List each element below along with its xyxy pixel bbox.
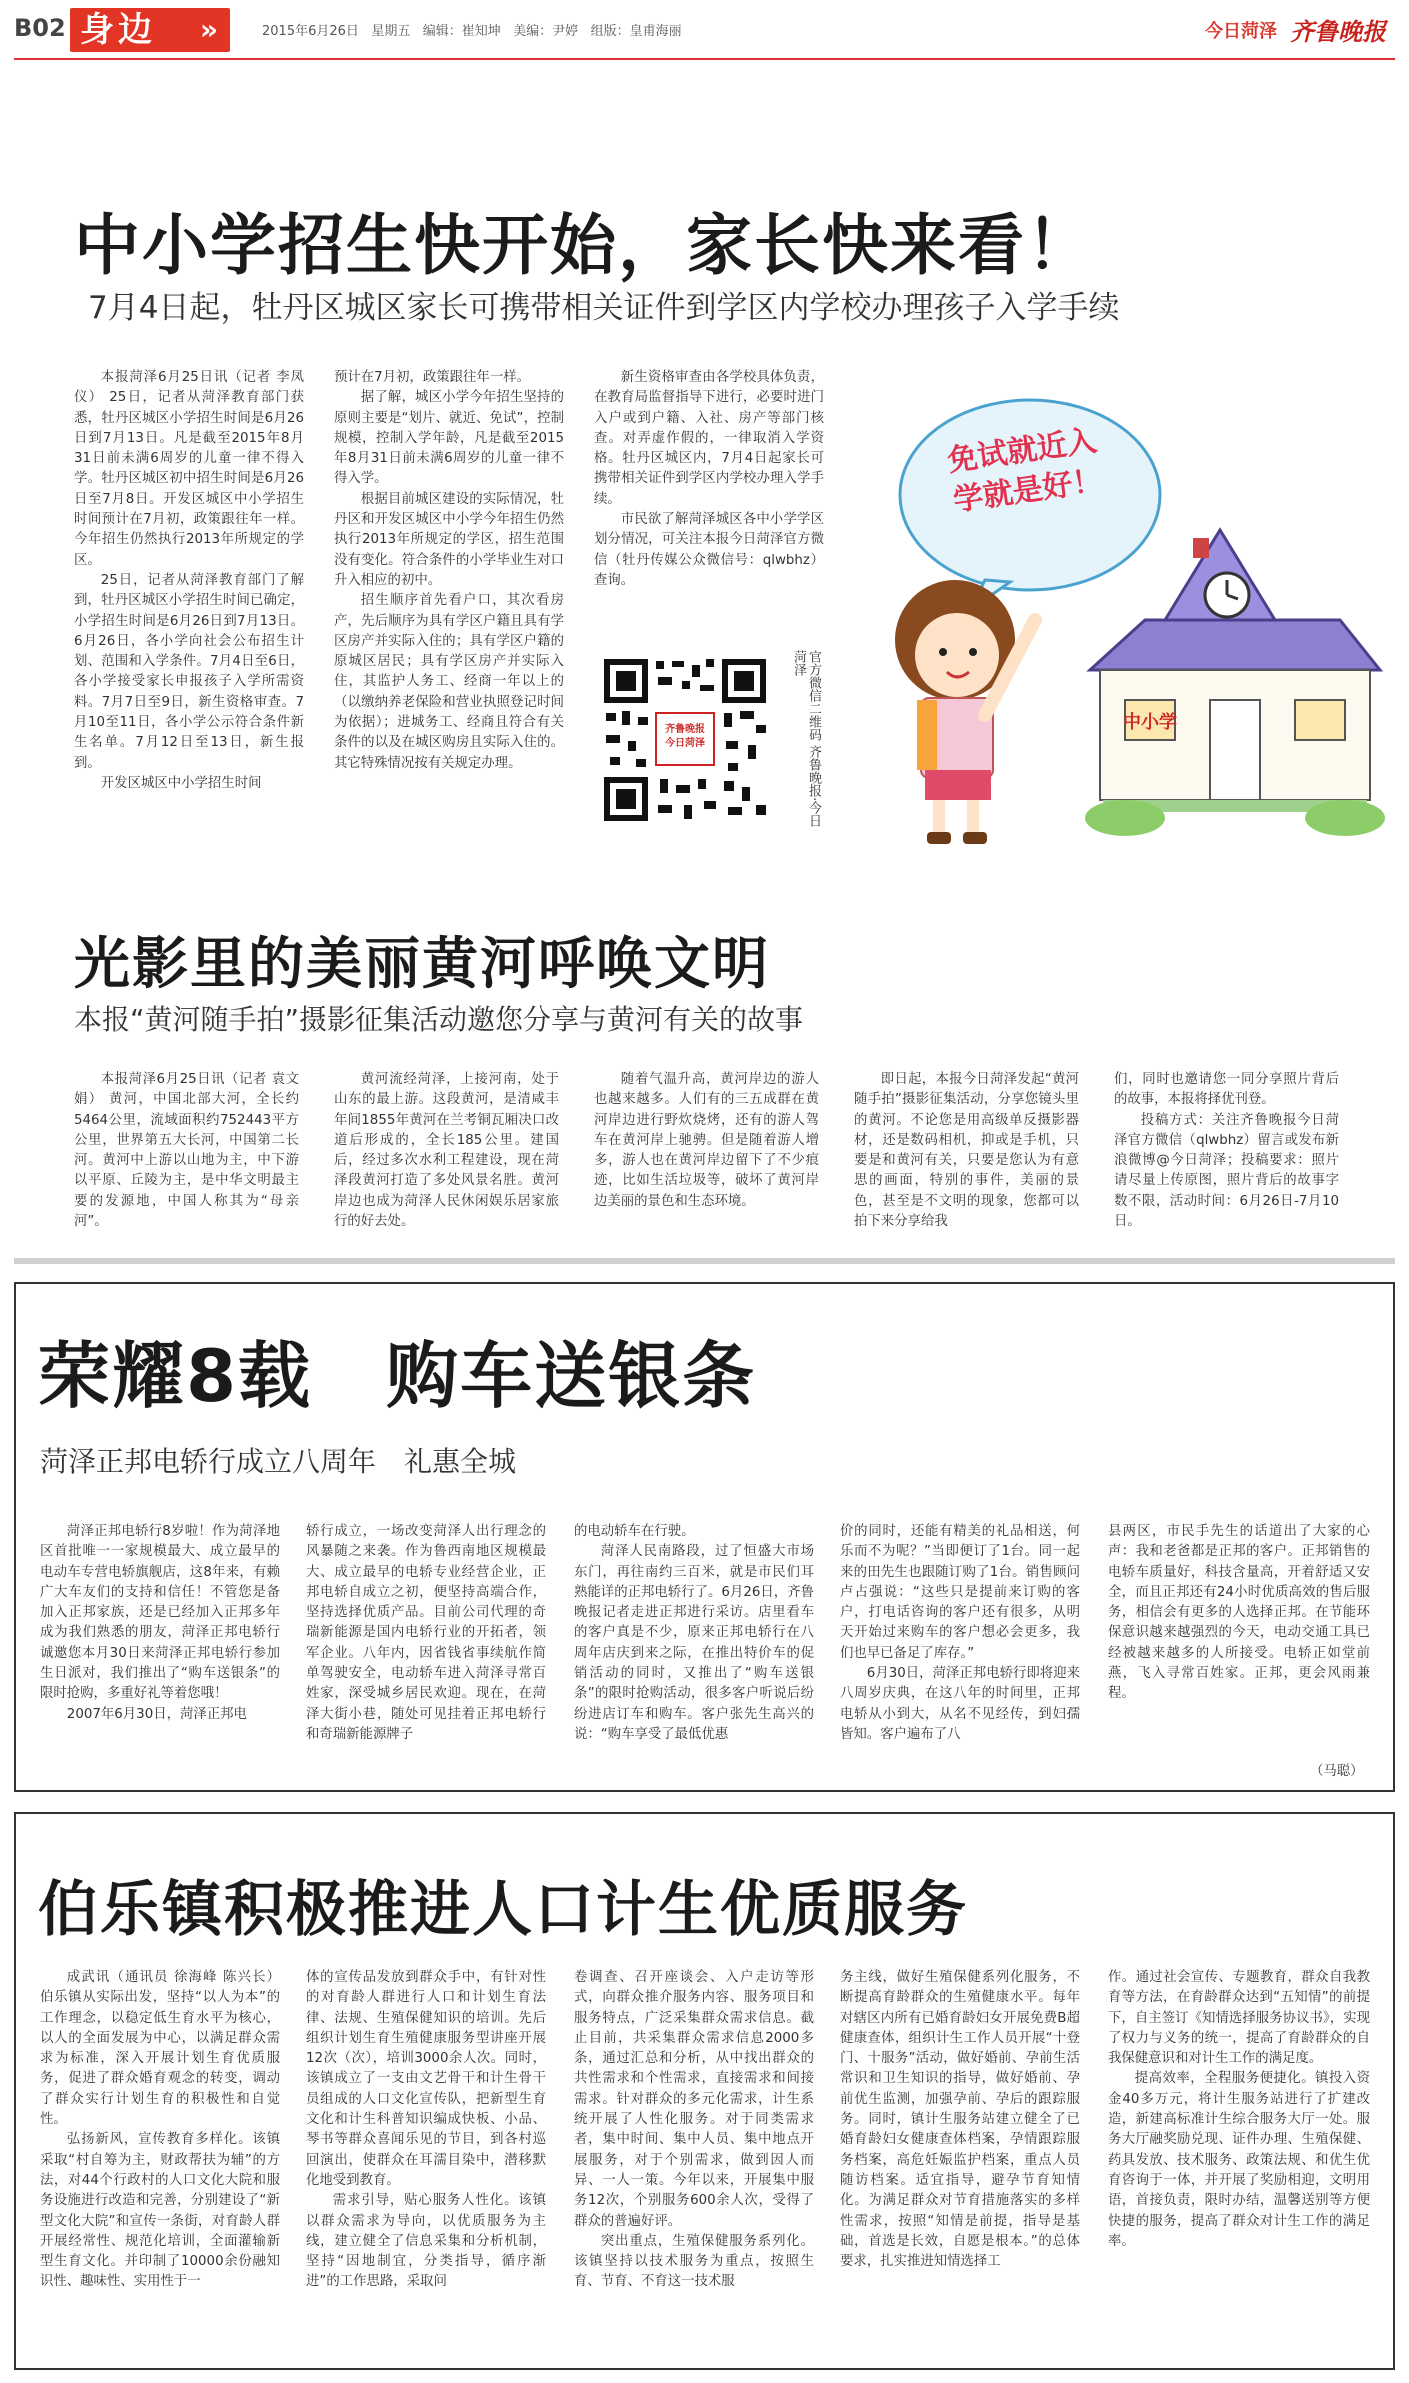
paragraph: 开发区城区中小学招生时间: [100, 775, 262, 791]
article2-col2: [334, 1070, 559, 1245]
paragraph: 投稿方式：关注齐鲁晚报今日菏泽官方微信（qlwbhz）留言或发布新浪微博@今日菏泽；投稿要求：照片请尽量上传原图，照片背后的故事字数不限，活动时间：6月26日-7月10日。: [1114, 1112, 1339, 1230]
byline: （马聪）: [1310, 1764, 1364, 1779]
article4-col1: [40, 1968, 280, 2363]
qr-center-logo: 齐鲁晚报 今日菏泽: [665, 724, 705, 749]
editor: 编辑：崔知坤: [422, 24, 501, 39]
artist: 美编：尹婷: [513, 24, 579, 39]
paragraph: 体的宣传品发放到群众手中，有针对性的对育龄人群进行人口和计划生育法律、法规、生殖保健知识的培训。先后组织计划生育生殖健康服务型讲座开展12次（次），培训3000余人次。同时，该镇成立了一支由文艺骨干和计生骨干员组成的人口文化宣传队，把新型生育文化和计生科普知识编成快板、小品、琴书等群众喜闻乐见的节目，到各村巡回演出，使群众在耳濡目染中，潜移默化地受到教育。: [306, 1970, 546, 2188]
header-info: [262, 20, 682, 39]
article2-subtitle: 本报“黄河随手拍”摄影征集活动邀您分享与黄河有关的故事: [74, 1003, 804, 1036]
article4-col3: [574, 1968, 814, 2363]
paragraph: 务主线，做好生殖保健系列化服务，不断提高育龄群众的生殖健康水平。每年对辖区内所有已婚育龄妇女开展免费B超健康查体，组织计生工作人员开展“十登门、十服务”活动，做好婚前、孕前生活常识和卫生知识的指导，做好婚前、孕前优生监测，加强孕前、孕后的跟踪服务。同时，镇计生服务站建立健全了已婚育龄妇女健康查体档案，孕情跟踪服务档案，高危妊娠监护档案，重点人员随访档案。适宜指导，避孕节育知情化。为满足群众对节育措施落实的多样性需求，按照“知情是前提，指导是基础，首选是长效，自愿是根本。”的总体要求，扎实推进知情选择工: [840, 1970, 1080, 2270]
paragraph: 招生顺序首先看户口，其次看房产，先后顺序为具有学区户籍且具有学区房产并实际入住的；具有学区户籍的原城区居民；具有学区房产并实际入住，其监护人务工、经商一年以上的（以缴纳养老保险和营业执照登记时间为依据）；进城务工、经商且符合有关条件的以及在城区购房且实际入住的。其它特殊情况按有关规定办理。: [334, 593, 564, 771]
brand-logo: 齐鲁晚报: [1290, 17, 1386, 46]
article4-col5: [1108, 1968, 1370, 2363]
section-arrows: »: [200, 13, 219, 46]
paragraph: 新生资格审查由各学校具体负责，在教育局监督指导下进行，必要时进门入户或到户籍、入社、房产等部门核查。对弄虚作假的，一律取消入学资格。牡丹区城区内，7月4日起家长可携带相关证件到学区内学校办理入学手续。: [594, 370, 824, 507]
qr-caption: 官方微信二维码 齐鲁晚报·今日菏泽: [791, 650, 821, 828]
paragraph: 本报菏泽6月25日讯（记者 李凤仪） 25日，记者从菏泽教育部门获悉，牡丹区城区小学招生时间是6月26日到7月13日。凡是截至2015年8月31日前未满6周岁的儿童一律不得入学。牡丹区城区初中招生时间是6月26日至7月8日。开发区城区中小学招生时间预计在7月初，政策跟往年一样。今年招生仍然执行2013年所规定的学区。: [74, 370, 304, 568]
article2-col3: [594, 1070, 819, 1245]
article3-col5: [1108, 1522, 1370, 1752]
paragraph: 们，同时也邀请您一同分享照片背后的故事，本报将择优刊登。: [1114, 1072, 1339, 1108]
paragraph: 提高效率，全程服务便捷化。镇投入资金40多万元，将计生服务站进行了扩建改造，新建高标准计生综合服务大厅一处。服务大厅融奖励兑现、证件办理、生殖保健、药具发放、技术服务、政策法规、和优生优育咨询于一体，并开展了奖励相迎，文明用语，首接负责，限时办结，温馨送别等方便快捷的服务，提高了群众对计生工作的满足率。: [1108, 2071, 1370, 2249]
paragraph: 弘扬新风，宣传教育多样化。该镇采取“村自筹为主，财政帮扶为辅”的方法，对44个行政村的人口文化大院和服务设施进行改造和完善，分别建设了“新型文化大院”和宣传一条街，对育龄人群开展经常性、规范化培训，全面灌输新型生育文化。并印制了10000余份融知识性、趣味性、实用性于一: [40, 2132, 280, 2290]
student-illustration: [835, 370, 1395, 850]
article3-col3: [574, 1522, 814, 1782]
article3-subtitle: 菏泽正邦电轿行成立八周年 礼惠全城: [40, 1445, 517, 1478]
article2-col4: [854, 1070, 1079, 1245]
paragraph: 本报菏泽6月25日讯（记者 袁文娟） 黄河，中国北部大河，全长约5464公里，流域面积约752443平方公里，世界第五大长河，中国第二长河。黄河中上游以山地为主，中下游以平原、丘陵为主，是中华文明最主要的发源地，中国人称其为“母亲河”。: [74, 1072, 299, 1230]
paragraph: 预计在7月初，政策跟往年一样。: [334, 370, 530, 385]
paragraph: 随着气温升高，黄河岸边的游人也越来越多。人们有的三五成群在黄河岸边进行野炊烧烤，还有的游人驾车在黄河岸上驰骋。但是随着游人增多，游人也在黄河岸边留下了不少痕迹，比如生活垃圾等，破坏了黄河岸边美丽的景色和生态环境。: [594, 1072, 819, 1209]
article3-col4: [840, 1522, 1080, 1782]
paragraph: 根据目前城区建设的实际情况，牡丹区和开发区城区中小学今年招生仍然执行2013年所规定的学区，招生范围没有变化。符合条件的小学毕业生对口升入相应的初中。: [334, 491, 564, 588]
qr-code[interactable]: [600, 655, 770, 825]
paragraph: 价的同时，还能有精美的礼品相送，何乐而不为呢？”当即便订了1台。同一起来的田先生也跟随订购了1台。销售顾问卢占强说：“这些只是提前来订购的客户，打电话咨询的客户还有很多，从明天开始过来购车的客户想必会更多，我们也早已备足了库存。”: [840, 1524, 1080, 1661]
article2-col1: [74, 1070, 299, 1245]
paragraph: 作。通过社会宣传、专题教育，群众自我教育等方法，在育龄群众达到“五知情”的前提下，自主签订《知情选择服务协议书》，实现了权力与义务的统一，提高了育龄群众的自我保健意识和对计生工作的满足度。: [1108, 1970, 1370, 2067]
paragraph: 黄河流经菏泽，上接河南，处于山东的最上游。这段黄河，是清咸丰年间1855年黄河在兰考铜瓦厢决口改道后形成的，全长185公里。建国后，经过多次水利工程建设，现在菏泽段黄河打造了多处风景名胜。黄河岸边也成为菏泽人民休闲娱乐居家旅行的好去处。: [334, 1072, 559, 1230]
article3-col2: [306, 1522, 546, 1782]
date: 2015年6月26日: [262, 24, 359, 39]
article2-col5: [1114, 1070, 1339, 1245]
school-label: 中小学: [1123, 712, 1177, 733]
paragraph: 菏泽人民南路段，过了恒盛大市场东门，再往南约三百米，就是市民们耳熟能详的正邦电轿行了。6月26日，齐鲁晚报记者走进正邦进行采访。店里看车的客户真是不少，原来正邦电轿行在八周年店庆到来之际，在推出特价车的促销活动的同时，又推出了“购车送银条”的限时抢购活动，很多客户听说后纷纷进店订车和购车。客户张先生高兴的说：“购车享受了最低优惠: [574, 1544, 814, 1742]
paragraph: 卷调查、召开座谈会、入户走访等形式，向群众推介服务内容、服务项目和服务特点，广泛采集群众需求信息。截止目前，共采集群众需求信息2000多条，通过汇总和分析，从中找出群众的共性需求和个性需求，直接需求和间接需求。针对群众的多元化需求，计生系统开展了人性化服务。对于同类需求者，集中时间、集中人员、集中地点开展服务，对于个别需求，做到因人而异、一人一策。今年以来，开展集中服务12次，个别服务600余人次，受得了群众的普遍好评。: [574, 1970, 814, 2229]
article1-col1: [74, 368, 304, 848]
paragraph: 的电动轿车在行驶。: [574, 1524, 695, 1539]
article1-col3: [594, 368, 824, 628]
paragraph: 据了解，城区小学今年招生坚持的原则主要是“划片、就近、免试”，控制规模，控制入学年龄，凡是截至2015年8月31日前未满6周岁的儿童一律不得入学。: [334, 390, 564, 487]
masthead-rule: [14, 58, 1395, 60]
paragraph: 县两区，市民手先生的话道出了大家的心声：我和老爸都是正邦的客户。正邦销售的电轿车质量好，科技含量高，开着舒适又安全，而且正邦还有24小时优质高效的售后服务，相信会有更多的人选择正邦。在节能环保意识越来越强烈的今天，电动交通工具已经被越来越多的人所接受。电轿正如堂前燕，飞入寻常百姓家。正邦，更会风雨兼程。: [1108, 1524, 1370, 1702]
paragraph: 成武讯（通讯员 徐海峰 陈兴长） 伯乐镇从实际出发，坚持“以人为本”的工作理念，以稳定低生育水平为核心，以人的全面发展为中心，以满足群众需求为标准，深入开展计划生育优质服务，促进了群众婚育观念的转变，调动了群众实行计划生育的积极性和自觉性。: [40, 1970, 280, 2128]
paragraph: 6月30日，菏泽正邦电轿行即将迎来八周岁庆典，在这八年的时间里，正邦电轿从小到大，从名不见经传，到妇孺皆知。客户遍布了八: [840, 1666, 1080, 1742]
masthead: [0, 0, 1409, 72]
paragraph: 2007年6月30日，菏泽正邦电: [66, 1706, 247, 1722]
article4-title: 伯乐镇积极推进人口计生优质服务: [38, 1875, 968, 1945]
article3-col1: [40, 1522, 280, 1782]
paragraph: 菏泽正邦电轿行8岁啦！作为菏泽地区首批唯一一家规模最大、成立最早的电动车专营电轿旗舰店，这8年来，有赖广大车友们的支持和信任！不管您是备加入正邦家族，还是已经加入正邦多年成为我们熟悉的朋友，菏泽正邦电轿行诚邀您本月30日来菏泽正邦电轿行参加生日派对，我们推出了“购车送银条”的限时抢购，多重好礼等着您哦！: [40, 1524, 280, 1702]
article4-col4: [840, 1968, 1080, 2363]
brand-name: 今日菏泽: [1205, 21, 1277, 42]
article1-title: 中小学招生快开始，家长快来看！: [74, 207, 1094, 284]
section-title: 身边: [80, 10, 156, 50]
paragraph: 即日起，本报今日菏泽发起“黄河随手拍”摄影征集活动，分享您镜头里的黄河。不论您是用高级单反摄影器材，还是数码相机，抑或是手机，只要是和黄河有关，只要是您认为有意思的画面，特别的事件，美丽的景色，甚至是不文明的现象，您都可以拍下来分享给我: [854, 1072, 1079, 1230]
paragraph: 25日，记者从菏泽教育部门了解到，牡丹区城区小学招生时间已确定，小学招生时间是6月26日到7月13日。6月26日，各小学向社会公布招生计划、范围和入学条件。7月4日至6日，各小学接受家长申报孩子入学所需资料。7月7日至9日，新生资格审查。7月10至11日，各小学公示符合条件新生名单。7月12日至13日，新生报到。: [74, 572, 304, 771]
divider: [14, 1258, 1395, 1264]
article1-subtitle: 7月4日起，牡丹区城区家长可携带相关证件到学区内学校办理孩子入学手续: [88, 290, 1120, 326]
weekday: 星期五: [371, 24, 411, 39]
paragraph: 市民欲了解菏泽城区各中小学学区划分情况，可关注本报今日菏泽官方微信（牡丹传媒公众微信号：qlwbhz）查询。: [594, 512, 824, 588]
article4-col2: [306, 1968, 546, 2363]
article3-title: 荣耀8载 购车送银条: [38, 1334, 757, 1418]
layout-credit: 组版：皇甫海丽: [590, 24, 682, 39]
paragraph: 轿行成立，一场改变菏泽人出行理念的风暴随之来袭。作为鲁西南地区规模最大、成立最早的电轿专业经营企业，正邦电轿自成立之初，便坚持高端合作，坚持选择优质产品。目前公司代理的奇瑞新能源是国内电轿行业的开拓者，领军企业。八年内，因省钱省事续航作简单驾驶安全，电动轿车进入菏泽寻常百姓家，深受城乡居民欢迎。现在，在菏泽大街小巷，随处可见挂着正邦电轿行和奇瑞新能源牌子: [306, 1524, 546, 1742]
article1-col2: [334, 368, 564, 848]
paragraph: 需求引导，贴心服务人性化。该镇以群众需求为导向，以优质服务为主线，建立健全了信息采集和分析机制，坚持“因地制宜，分类指导，循序渐进”的工作思路，采取问: [306, 2193, 546, 2290]
paragraph: 突出重点，生殖保健服务系列化。该镇坚持以技术服务为重点，按照生育、节育、不育这一技术服: [574, 2233, 814, 2290]
speech-bubble-text: 免试就近入学就是好！: [945, 423, 1105, 519]
article2-title: 光影里的美丽黄河呼唤文明: [74, 932, 770, 997]
page-number: B02: [14, 14, 66, 42]
